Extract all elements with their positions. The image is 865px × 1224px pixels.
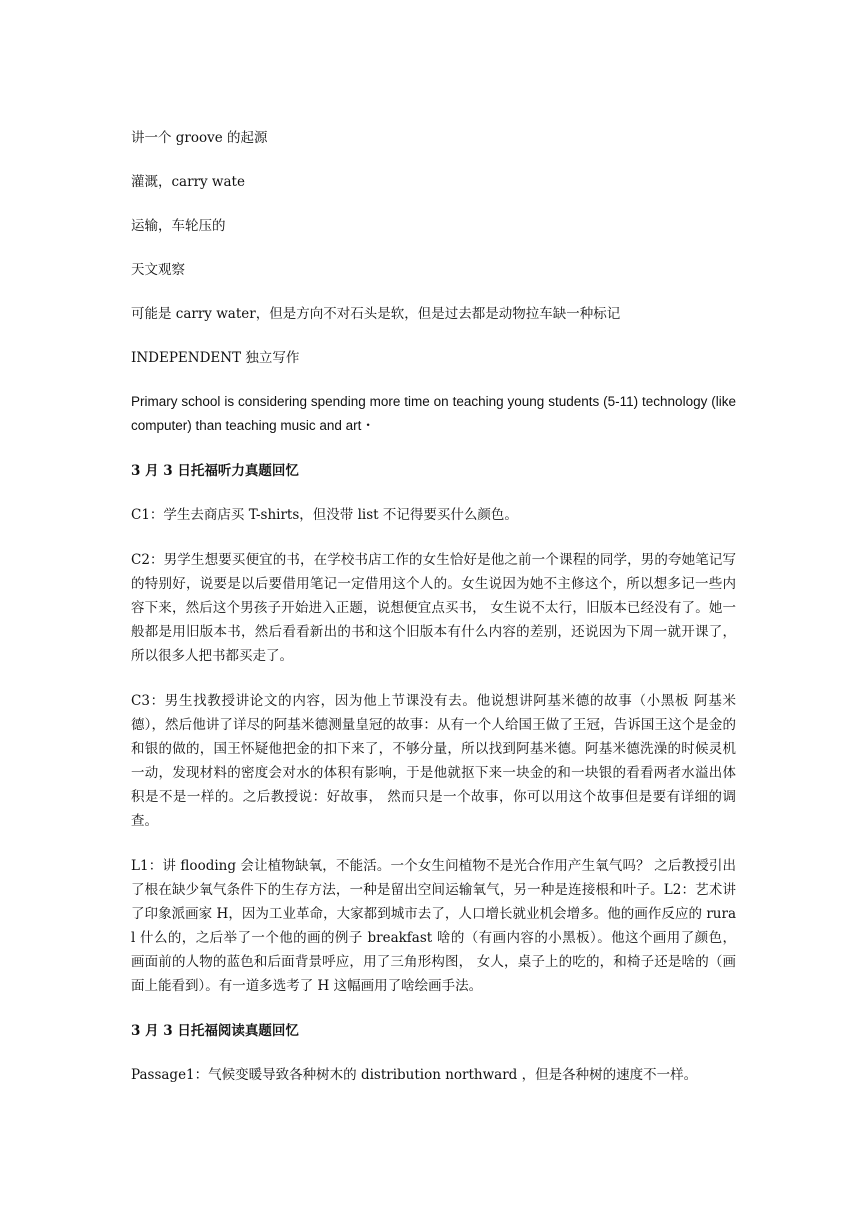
- paragraph-carry-water: 可能是 carry water，但是方向不对石头是软，但是过去都是动物拉车缺一种标记: [131, 306, 621, 322]
- paragraph-passage1: Passage1：气候变暖导致各种树木的 distribution northward ，但是各种树的速度不一样。: [131, 1067, 698, 1083]
- paragraph-c3: C3：男生找教授讲论文的内容，因为他上节课没有去。他说想讲阿基米德的故事（小黑板 阿基米德），然后他讲了详尽的阿基米德测量皇冠的故事：从有一个人给国王做了王冠，告诉国王这个是金的和银的做的，国王怀疑他把金的扣下来了，不够分量，所以找到阿基米德。阿基米德洗澡的时候灵机一动，发现材料的密度会对水的体积有影响，于是他就抠下来一块金的和一块银的看看两者水溢出体积是不是一样的。之后教授说：好故事， 然而只是一个故事，你可以用这个故事但是要有详细的调查。: [131, 693, 736, 829]
- paragraph-irrigation: 灌溉，carry wate: [131, 174, 245, 190]
- paragraph-groove-origin: 讲一个 groove 的起源: [131, 130, 268, 146]
- paragraph-transport: 运输，车轮压的: [131, 218, 226, 234]
- paragraph-writing-prompt: Primary school is considering spending more time on teaching young students (5-11) technology (like computer) than teaching music and art・: [131, 394, 736, 433]
- document-page: [131, 126, 736, 1108]
- paragraph-l1-l2: L1：讲 flooding 会让植物缺氧，不能活。一个女生问植物不是光合作用产生氧气吗？ 之后教授引出了根在缺少氧气条件下的生存方法，一种是留出空间运输氧气，另一种是连接根和叶子。L2：艺术讲了印象派画家 H，因为工业革命，大家都到城市去了，人口增长就业机会增多。他的画作反应的 rural 什么的，之后举了一个他的画的例子 breakfast 啥的（有画内容的小黑板）。他这个画用了颜色， 画面前的人物的蓝色和后面背景呼应，用了三角形构图， 女人，桌子上的吃的，和椅子还是啥的（画面上能看到）。有一道多选考了 H 这幅画用了啥绘画手法。: [131, 858, 736, 994]
- paragraph-astronomy: 天文观察: [131, 262, 185, 278]
- paragraph-c1: C1：学生去商店买 T-shirts，但没带 list 不记得要买什么颜色。: [131, 507, 518, 523]
- heading-reading-recall: 3 月 3 日托福阅读真题回忆: [131, 1023, 299, 1039]
- paragraph-independent-writing: INDEPENDENT 独立写作: [131, 350, 300, 366]
- paragraph-c2: C2：男学生想要买便宜的书，在学校书店工作的女生恰好是他之前一个课程的同学，男的夸她笔记写的特别好，说要是以后要借用笔记一定借用这个人的。女生说因为她不主修这个，所以想多记一些内容下来，然后这个男孩子开始进入正题，说想便宜点买书， 女生说不太行，旧版本已经没有了。她一般都是用旧版本书，然后看看新出的书和这个旧版本有什么内容的差别，还说因为下周一就开课了，所以很多人把书都买走了。: [131, 552, 736, 664]
- heading-listening-recall: 3 月 3 日托福听力真题回忆: [131, 463, 299, 479]
